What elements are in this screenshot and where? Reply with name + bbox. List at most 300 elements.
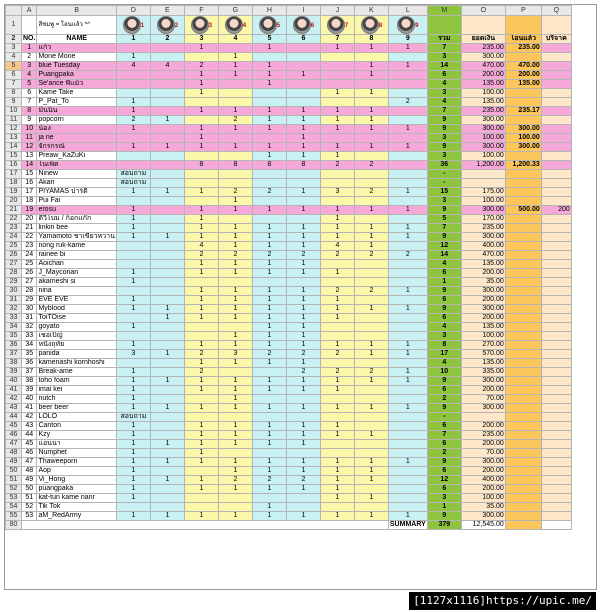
- donate-cell[interactable]: [541, 323, 571, 332]
- qty-cell[interactable]: 1: [184, 341, 218, 350]
- qty-cell[interactable]: [218, 170, 252, 179]
- qty-cell[interactable]: 4: [150, 62, 184, 71]
- qty-cell[interactable]: 1: [116, 224, 150, 233]
- qty-cell[interactable]: 1: [218, 386, 252, 395]
- qty-cell[interactable]: 1: [184, 224, 218, 233]
- amount-cell[interactable]: 100.00: [461, 197, 505, 206]
- transferred-cell[interactable]: [505, 116, 541, 125]
- column-header-h[interactable]: H: [252, 6, 286, 16]
- qty-cell[interactable]: 1: [286, 440, 320, 449]
- amount-cell[interactable]: 470.00: [461, 251, 505, 260]
- qty-cell[interactable]: [184, 494, 218, 503]
- qty-cell[interactable]: [286, 215, 320, 224]
- no-cell[interactable]: 38: [22, 377, 37, 386]
- qty-cell[interactable]: [252, 494, 286, 503]
- total-cell[interactable]: 6: [427, 269, 461, 278]
- name-cell[interactable]: ดีวีโบม / ก็อกแก๊ก: [37, 215, 116, 224]
- qty-cell[interactable]: 1: [252, 512, 286, 521]
- qty-cell[interactable]: [116, 242, 150, 251]
- total-cell[interactable]: 2: [427, 395, 461, 404]
- name-cell[interactable]: Se'ance พี่แม้ว: [37, 80, 116, 89]
- column-header-k[interactable]: K: [354, 6, 388, 16]
- name-cell[interactable]: Numphet: [37, 449, 116, 458]
- qty-cell[interactable]: 1: [354, 89, 388, 98]
- qty-cell[interactable]: 1: [116, 269, 150, 278]
- qty-cell[interactable]: [150, 161, 184, 170]
- no-cell[interactable]: 2: [22, 53, 37, 62]
- name-cell[interactable]: panida: [37, 350, 116, 359]
- qty-cell[interactable]: 1: [252, 386, 286, 395]
- qty-cell[interactable]: [150, 251, 184, 260]
- qty-cell[interactable]: 8: [252, 161, 286, 170]
- qty-cell[interactable]: [388, 134, 427, 143]
- qty-cell[interactable]: [218, 89, 252, 98]
- total-cell[interactable]: 8: [427, 341, 461, 350]
- qty-cell[interactable]: [354, 413, 388, 422]
- qty-cell[interactable]: 1: [354, 116, 388, 125]
- name-cell[interactable]: LOLO: [37, 413, 116, 422]
- name-cell[interactable]: Kame Take: [37, 89, 116, 98]
- name-cell[interactable]: ja ne: [37, 134, 116, 143]
- no-cell[interactable]: 25: [22, 260, 37, 269]
- qty-cell[interactable]: [184, 467, 218, 476]
- qty-cell[interactable]: 1: [184, 143, 218, 152]
- qty-cell[interactable]: 1: [218, 458, 252, 467]
- qty-cell[interactable]: [320, 80, 354, 89]
- qty-cell[interactable]: 3: [218, 350, 252, 359]
- row-header[interactable]: 5: [6, 62, 22, 71]
- name-cell[interactable]: มินนิ่น: [37, 107, 116, 116]
- qty-cell[interactable]: 1: [320, 269, 354, 278]
- qty-cell[interactable]: [150, 395, 184, 404]
- transferred-cell[interactable]: [505, 278, 541, 287]
- row-header[interactable]: 36: [6, 341, 22, 350]
- donate-cell[interactable]: [541, 395, 571, 404]
- qty-cell[interactable]: 4: [320, 242, 354, 251]
- transferred-cell[interactable]: [505, 395, 541, 404]
- qty-cell[interactable]: 1: [252, 359, 286, 368]
- qty-cell[interactable]: 1: [184, 476, 218, 485]
- qty-cell[interactable]: 1: [286, 224, 320, 233]
- qty-cell[interactable]: 1: [184, 404, 218, 413]
- qty-cell[interactable]: [286, 503, 320, 512]
- qty-cell[interactable]: 1: [116, 476, 150, 485]
- donate-cell[interactable]: [541, 233, 571, 242]
- name-cell[interactable]: Yamamoto ชาเขียวหวาน: [38, 233, 115, 240]
- no-cell[interactable]: 9: [22, 116, 37, 125]
- qty-cell[interactable]: [116, 152, 150, 161]
- qty-cell[interactable]: 1: [354, 458, 388, 467]
- qty-cell[interactable]: 1: [354, 377, 388, 386]
- name-cell[interactable]: akameshi si: [37, 278, 116, 287]
- qty-cell[interactable]: 1: [286, 188, 320, 197]
- donate-cell[interactable]: [541, 341, 571, 350]
- transferred-cell[interactable]: 235.00: [505, 44, 541, 53]
- qty-cell[interactable]: 1: [218, 332, 252, 341]
- total-cell[interactable]: 9: [427, 233, 461, 242]
- row-header[interactable]: 6: [6, 71, 22, 80]
- qty-cell[interactable]: [116, 260, 150, 269]
- qty-cell[interactable]: 1: [320, 206, 354, 215]
- donate-cell[interactable]: [541, 296, 571, 305]
- qty-cell[interactable]: 8: [286, 161, 320, 170]
- qty-cell[interactable]: 1: [286, 512, 320, 521]
- qty-cell[interactable]: 1: [218, 53, 252, 62]
- qty-cell[interactable]: [388, 413, 427, 422]
- qty-cell[interactable]: 1: [116, 395, 150, 404]
- qty-cell[interactable]: 1: [320, 494, 354, 503]
- no-cell[interactable]: 11: [22, 134, 37, 143]
- no-cell[interactable]: 16: [22, 179, 37, 188]
- qty-cell[interactable]: 1: [218, 485, 252, 494]
- qty-cell[interactable]: [150, 368, 184, 377]
- qty-cell[interactable]: 1: [286, 152, 320, 161]
- column-header-j[interactable]: J: [320, 6, 354, 16]
- qty-cell[interactable]: 1: [116, 143, 150, 152]
- qty-cell[interactable]: 8: [218, 161, 252, 170]
- name-cell[interactable]: Akari: [37, 179, 116, 188]
- qty-cell[interactable]: 1: [286, 260, 320, 269]
- amount-cell[interactable]: 235.00: [461, 44, 505, 53]
- amount-cell[interactable]: 135.00: [461, 260, 505, 269]
- qty-cell[interactable]: 1: [320, 485, 354, 494]
- total-cell[interactable]: -: [427, 170, 461, 179]
- total-cell[interactable]: 17: [427, 350, 461, 359]
- amount-cell[interactable]: 135.00: [461, 359, 505, 368]
- amount-cell[interactable]: 270.00: [461, 341, 505, 350]
- no-cell[interactable]: 50: [22, 485, 37, 494]
- total-cell[interactable]: 12: [427, 242, 461, 251]
- qty-cell[interactable]: 1: [320, 377, 354, 386]
- column-header-b[interactable]: B: [37, 6, 116, 16]
- total-cell[interactable]: 3: [427, 53, 461, 62]
- qty-cell[interactable]: [388, 197, 427, 206]
- qty-cell[interactable]: 1: [218, 377, 252, 386]
- qty-cell[interactable]: 1: [354, 404, 388, 413]
- select-all-corner[interactable]: [6, 6, 22, 16]
- qty-cell[interactable]: [286, 62, 320, 71]
- qty-cell[interactable]: [150, 80, 184, 89]
- qty-cell[interactable]: 1: [150, 440, 184, 449]
- qty-cell[interactable]: [150, 44, 184, 53]
- qty-cell[interactable]: 1: [218, 467, 252, 476]
- qty-cell[interactable]: [320, 197, 354, 206]
- qty-cell[interactable]: [184, 323, 218, 332]
- qty-cell[interactable]: 1: [218, 314, 252, 323]
- qty-cell[interactable]: 1: [388, 287, 427, 296]
- qty-cell[interactable]: [150, 332, 184, 341]
- qty-cell[interactable]: 1: [116, 107, 150, 116]
- row-header[interactable]: 55: [6, 512, 22, 521]
- column-header-i[interactable]: I: [286, 6, 320, 16]
- qty-cell[interactable]: 1: [354, 107, 388, 116]
- qty-cell[interactable]: [218, 80, 252, 89]
- qty-cell[interactable]: 3: [116, 350, 150, 359]
- qty-cell[interactable]: 1: [116, 440, 150, 449]
- qty-cell[interactable]: [252, 134, 286, 143]
- qty-cell[interactable]: 1: [286, 332, 320, 341]
- qty-cell[interactable]: 1: [184, 233, 218, 242]
- row-header[interactable]: 47: [6, 440, 22, 449]
- qty-cell[interactable]: 1: [252, 377, 286, 386]
- qty-cell[interactable]: [116, 134, 150, 143]
- qty-cell[interactable]: 1: [286, 314, 320, 323]
- qty-cell[interactable]: [320, 98, 354, 107]
- total-cell[interactable]: 3: [427, 494, 461, 503]
- amount-cell[interactable]: 470.00: [461, 62, 505, 71]
- qty-cell[interactable]: 1: [150, 350, 184, 359]
- qty-cell[interactable]: [320, 503, 354, 512]
- total-cell[interactable]: 14: [427, 62, 461, 71]
- qty-cell[interactable]: [320, 332, 354, 341]
- total-cell[interactable]: 3: [427, 152, 461, 161]
- amount-cell[interactable]: 400.00: [461, 242, 505, 251]
- transferred-cell[interactable]: [505, 494, 541, 503]
- no-cell[interactable]: 43: [22, 422, 37, 431]
- transferred-cell[interactable]: [505, 350, 541, 359]
- qty-cell[interactable]: [388, 161, 427, 170]
- qty-cell[interactable]: [150, 206, 184, 215]
- qty-cell[interactable]: 1: [116, 53, 150, 62]
- row-header[interactable]: 11: [6, 116, 22, 125]
- donate-cell[interactable]: [541, 44, 571, 53]
- amount-cell[interactable]: 300.00: [461, 305, 505, 314]
- total-cell[interactable]: 1: [427, 278, 461, 287]
- qty-cell[interactable]: [150, 53, 184, 62]
- qty-cell[interactable]: [354, 323, 388, 332]
- qty-cell[interactable]: [388, 359, 427, 368]
- qty-cell[interactable]: 1: [116, 467, 150, 476]
- qty-cell[interactable]: [354, 278, 388, 287]
- qty-cell[interactable]: 1: [252, 71, 286, 80]
- row-header[interactable]: 33: [6, 314, 22, 323]
- transferred-cell[interactable]: [505, 305, 541, 314]
- donate-cell[interactable]: [541, 134, 571, 143]
- qty-cell[interactable]: [388, 449, 427, 458]
- qty-cell[interactable]: 1: [388, 404, 427, 413]
- total-cell[interactable]: -: [427, 179, 461, 188]
- name-cell[interactable]: Myblood: [37, 305, 116, 314]
- donate-cell[interactable]: [541, 278, 571, 287]
- donate-cell[interactable]: [541, 467, 571, 476]
- qty-cell[interactable]: 2: [218, 251, 252, 260]
- total-cell[interactable]: 6: [427, 386, 461, 395]
- row-header[interactable]: 52: [6, 485, 22, 494]
- column-header-a[interactable]: A: [22, 6, 37, 16]
- qty-cell[interactable]: 1: [286, 287, 320, 296]
- total-cell[interactable]: 3: [427, 197, 461, 206]
- qty-cell[interactable]: 1: [218, 62, 252, 71]
- qty-cell[interactable]: [388, 170, 427, 179]
- qty-cell[interactable]: [354, 422, 388, 431]
- row-header[interactable]: 2: [6, 35, 22, 44]
- name-cell[interactable]: imai kei: [37, 386, 116, 395]
- total-cell[interactable]: 6: [427, 485, 461, 494]
- row-header[interactable]: 27: [6, 260, 22, 269]
- no-cell[interactable]: 1: [22, 44, 37, 53]
- qty-cell[interactable]: [218, 449, 252, 458]
- qty-cell[interactable]: 1: [252, 467, 286, 476]
- qty-cell[interactable]: 1: [116, 377, 150, 386]
- name-cell[interactable]: linkin bee: [37, 224, 116, 233]
- qty-cell[interactable]: 1: [218, 440, 252, 449]
- qty-cell[interactable]: 1: [286, 116, 320, 125]
- donate-cell[interactable]: 200: [541, 206, 571, 215]
- qty-cell[interactable]: 1: [320, 422, 354, 431]
- qty-cell[interactable]: 2: [286, 476, 320, 485]
- donate-cell[interactable]: [541, 314, 571, 323]
- qty-cell[interactable]: 1: [286, 458, 320, 467]
- name-cell[interactable]: EVE EVE: [37, 296, 116, 305]
- row-header[interactable]: 40: [6, 377, 22, 386]
- donate-cell[interactable]: [541, 386, 571, 395]
- qty-cell[interactable]: [218, 215, 252, 224]
- qty-cell[interactable]: 1: [150, 377, 184, 386]
- qty-cell[interactable]: 1: [354, 143, 388, 152]
- qty-cell[interactable]: [286, 80, 320, 89]
- qty-cell[interactable]: [218, 368, 252, 377]
- no-cell[interactable]: 18: [22, 197, 37, 206]
- qty-cell[interactable]: 1: [218, 296, 252, 305]
- name-cell[interactable]: Tik Tok: [37, 503, 116, 512]
- qty-cell[interactable]: [150, 242, 184, 251]
- qty-cell[interactable]: 1: [286, 404, 320, 413]
- qty-cell[interactable]: 1: [320, 314, 354, 323]
- qty-cell[interactable]: [388, 494, 427, 503]
- qty-cell[interactable]: สอบถาม: [116, 413, 150, 422]
- qty-cell[interactable]: 1: [116, 278, 150, 287]
- row-header[interactable]: 49: [6, 458, 22, 467]
- qty-cell[interactable]: 1: [116, 296, 150, 305]
- donate-cell[interactable]: [541, 287, 571, 296]
- qty-cell[interactable]: [116, 71, 150, 80]
- qty-cell[interactable]: [354, 152, 388, 161]
- qty-cell[interactable]: 1: [150, 305, 184, 314]
- qty-cell[interactable]: 1: [218, 224, 252, 233]
- qty-cell[interactable]: 1: [286, 206, 320, 215]
- qty-cell[interactable]: [388, 278, 427, 287]
- qty-cell[interactable]: 1: [218, 242, 252, 251]
- qty-cell[interactable]: [354, 395, 388, 404]
- row-header[interactable]: 9: [6, 98, 22, 107]
- qty-cell[interactable]: 1: [184, 134, 218, 143]
- qty-cell[interactable]: 1: [116, 512, 150, 521]
- donate-cell[interactable]: [541, 503, 571, 512]
- qty-cell[interactable]: [388, 485, 427, 494]
- qty-cell[interactable]: 1: [320, 143, 354, 152]
- transferred-cell[interactable]: [505, 485, 541, 494]
- qty-cell[interactable]: 1: [116, 422, 150, 431]
- row-header[interactable]: 41: [6, 386, 22, 395]
- qty-cell[interactable]: [354, 485, 388, 494]
- donate-cell[interactable]: [541, 161, 571, 170]
- total-cell[interactable]: 4: [427, 260, 461, 269]
- transferred-cell[interactable]: [505, 314, 541, 323]
- qty-cell[interactable]: 1: [150, 233, 184, 242]
- qty-cell[interactable]: 1: [286, 467, 320, 476]
- total-cell[interactable]: 9: [427, 512, 461, 521]
- row-header[interactable]: 38: [6, 359, 22, 368]
- row-header[interactable]: 18: [6, 179, 22, 188]
- qty-cell[interactable]: 1: [252, 314, 286, 323]
- qty-cell[interactable]: [354, 179, 388, 188]
- donate-cell[interactable]: [541, 494, 571, 503]
- donate-cell[interactable]: [541, 251, 571, 260]
- qty-cell[interactable]: [320, 278, 354, 287]
- qty-cell[interactable]: 1: [286, 359, 320, 368]
- column-header-p[interactable]: P: [505, 6, 541, 16]
- donate-cell[interactable]: [541, 215, 571, 224]
- qty-cell[interactable]: 1: [388, 512, 427, 521]
- qty-cell[interactable]: [388, 395, 427, 404]
- qty-cell[interactable]: [184, 413, 218, 422]
- qty-cell[interactable]: [354, 134, 388, 143]
- name-cell[interactable]: Kzy: [37, 431, 116, 440]
- qty-cell[interactable]: 2: [354, 251, 388, 260]
- qty-cell[interactable]: [388, 332, 427, 341]
- qty-cell[interactable]: [252, 215, 286, 224]
- transferred-cell[interactable]: [505, 413, 541, 422]
- donate-cell[interactable]: [541, 152, 571, 161]
- qty-cell[interactable]: 1: [116, 125, 150, 134]
- qty-cell[interactable]: 1: [320, 125, 354, 134]
- qty-cell[interactable]: [252, 395, 286, 404]
- qty-cell[interactable]: 2: [354, 368, 388, 377]
- row-header[interactable]: 13: [6, 134, 22, 143]
- total-cell[interactable]: 7: [427, 107, 461, 116]
- no-cell[interactable]: 39: [22, 386, 37, 395]
- name-cell[interactable]: beer beer: [37, 404, 116, 413]
- amount-cell[interactable]: 335.00: [461, 368, 505, 377]
- qty-cell[interactable]: [388, 386, 427, 395]
- qty-cell[interactable]: 1: [388, 206, 427, 215]
- row-header[interactable]: 20: [6, 197, 22, 206]
- qty-cell[interactable]: 1: [116, 431, 150, 440]
- qty-cell[interactable]: [388, 107, 427, 116]
- amount-cell[interactable]: [461, 179, 505, 188]
- qty-cell[interactable]: 2: [354, 188, 388, 197]
- total-cell[interactable]: 15: [427, 188, 461, 197]
- no-cell[interactable]: 13: [22, 152, 37, 161]
- qty-cell[interactable]: 1: [184, 458, 218, 467]
- total-cell[interactable]: 36: [427, 161, 461, 170]
- qty-cell[interactable]: [388, 80, 427, 89]
- name-cell[interactable]: Canton: [37, 422, 116, 431]
- qty-cell[interactable]: 1: [150, 476, 184, 485]
- qty-cell[interactable]: 1: [354, 305, 388, 314]
- qty-cell[interactable]: [388, 269, 427, 278]
- qty-cell[interactable]: 1: [286, 143, 320, 152]
- qty-cell[interactable]: [150, 134, 184, 143]
- row-header[interactable]: 7: [6, 80, 22, 89]
- qty-cell[interactable]: 1: [286, 305, 320, 314]
- qty-cell[interactable]: 1: [252, 44, 286, 53]
- qty-cell[interactable]: 1: [184, 386, 218, 395]
- row-header[interactable]: 1: [6, 16, 22, 35]
- qty-cell[interactable]: 1: [286, 323, 320, 332]
- no-cell[interactable]: 35: [22, 350, 37, 359]
- amount-cell[interactable]: 300.00: [461, 233, 505, 242]
- qty-cell[interactable]: 1: [388, 62, 427, 71]
- qty-cell[interactable]: 1: [184, 422, 218, 431]
- total-cell[interactable]: 9: [427, 206, 461, 215]
- donate-cell[interactable]: [541, 71, 571, 80]
- row-header[interactable]: 24: [6, 233, 22, 242]
- qty-cell[interactable]: [388, 53, 427, 62]
- amount-cell[interactable]: 100.00: [461, 332, 505, 341]
- name-cell[interactable]: Thaweeporn: [37, 458, 116, 467]
- qty-cell[interactable]: 1: [354, 494, 388, 503]
